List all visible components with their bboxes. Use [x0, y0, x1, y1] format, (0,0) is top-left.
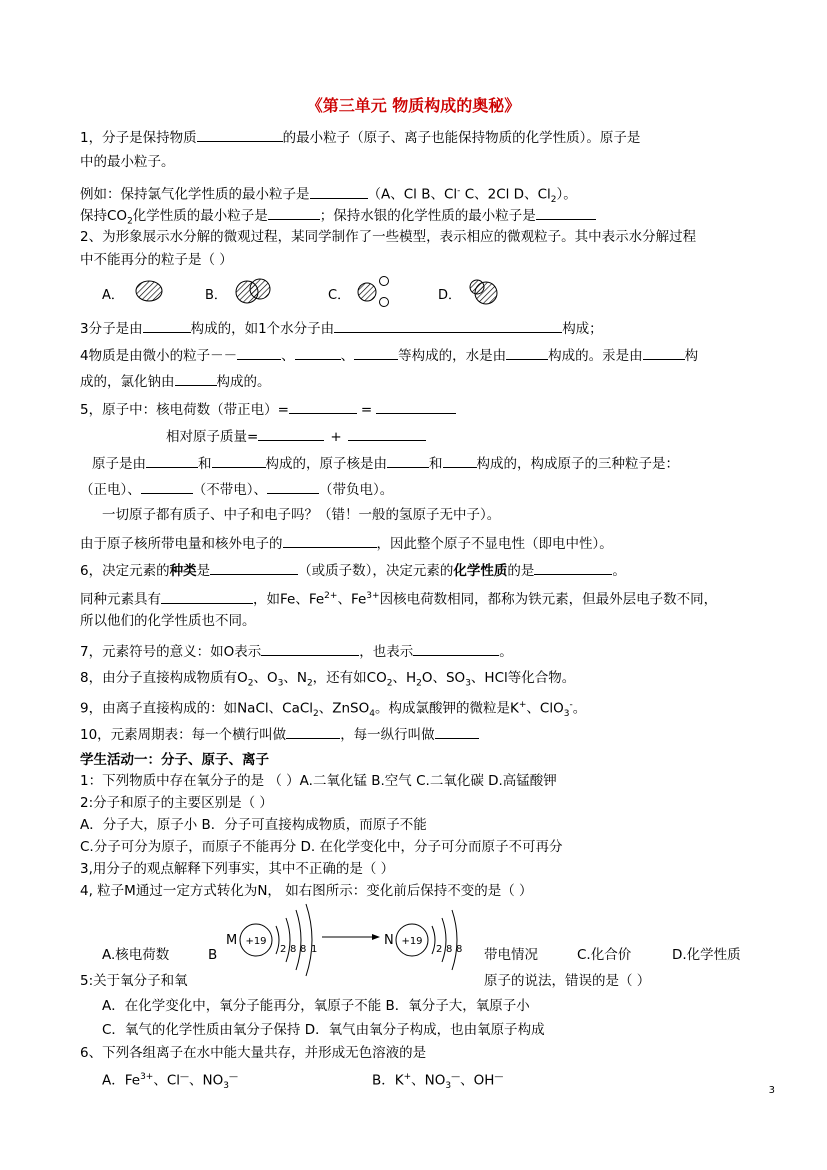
- q4-line2: 成的，氯化钠由 构成的。: [80, 371, 271, 391]
- activity-q2-options-ab: A．分子大，原子小 B．分子可直接构成物质，而原子不能: [80, 817, 427, 833]
- hatched-particle-b-icon: [234, 277, 274, 305]
- m-shell-4: 1: [311, 944, 318, 955]
- q2-option-c-label: C．: [328, 288, 351, 303]
- q1-co2: 保持$CO_2$化学性质的最小粒子是 ；保持水银的化学性质的最小粒子是: [80, 205, 596, 231]
- activity-q4: 4, 粒子M通过一定方式转化为N， 如右图所示：变化前后保持不变的是（ ）: [80, 883, 533, 899]
- activity-q2: 2:分子和原子的主要区别是（ ）: [80, 795, 273, 811]
- q7-line: 7，元素符号的意义：如O表示 ，也表示 。: [80, 641, 513, 661]
- n-shell-2: 8: [446, 944, 453, 955]
- activity-heading: 学生活动一：分子、原子、离子: [80, 752, 269, 768]
- m-shell-2: 8: [290, 944, 297, 955]
- hatched-particle-d-icon: [465, 276, 501, 306]
- q5-line3: 原子是由 和 构成的，原子核是由 和 构成的，构成原子的三种粒子是：: [92, 453, 679, 473]
- q6-line3: 所以他们的化学性质也不同。: [80, 613, 256, 629]
- page-title: 《第三单元 物质构成的奥秘》: [306, 96, 521, 115]
- q5-line6: 由于原子核所带电量和核外电子的 ，因此整个原子不显电性（即电中性）。: [80, 533, 613, 553]
- activity-q4-option-b-text: 带电情况: [484, 947, 538, 963]
- atom-transformation-diagram: [218, 900, 478, 980]
- q1-line1: 1，分子是保持物质 的最小粒子（原子、离子也能保持物质的化学性质）。原子是: [80, 127, 640, 147]
- activity-q6: 6、下列各组离子在水中能大量共存，并形成无色溶液的是: [80, 1045, 427, 1061]
- activity-q2-options-cd: C.分子可分为原子，而原子不能再分 D. 在化学变化中，分子可分而原子不可再分: [80, 839, 563, 855]
- activity-q4-option-d: D.化学性质: [672, 947, 741, 963]
- q10-line: 10，元素周期表：每一个横行叫做 ，每一纵行叫做: [80, 724, 479, 744]
- q6-line1: 6，决定元素的种类是 （或质子数），决定元素的化学性质的是 。: [80, 560, 626, 580]
- activity-q6-option-b: B．K+、$NO_3^—$、OH—: [372, 1072, 504, 1092]
- m-shell-3: 8: [300, 944, 307, 955]
- q1-line2: 中的最小粒子。: [80, 154, 175, 170]
- q2-option-b-label: B．: [205, 288, 227, 303]
- activity-q5: 5:关于氧分子和氧: [80, 973, 188, 989]
- q9-line: 9，由离子直接构成的：如NaCl、CaCl$_2$、ZnSO$_4$。构成氯酸钾的微粒是K+、ClO$_3$-。: [80, 700, 587, 720]
- activity-q5-options-cd: C．氧气的化学性质由氧分子保持 D．氧气由氧分子构成，也由氧原子构成: [102, 1022, 545, 1038]
- n-shell-3: 8: [456, 944, 463, 955]
- hatched-particle-c-icon: [355, 276, 395, 308]
- activity-q4-option-a: A.核电荷数: [102, 947, 170, 963]
- particle-m-label: M: [226, 933, 238, 948]
- m-shell-1: 2: [280, 944, 287, 955]
- q5-line4: （正电）、 （不带电）、 （带负电）。: [80, 479, 393, 499]
- nucleus-n-charge: +19: [401, 936, 423, 947]
- q5-line2: 相对原子质量= +: [166, 426, 426, 446]
- nucleus-m-charge: +19: [245, 936, 267, 947]
- q2-line2: 中不能再分的粒子是（ ）: [80, 252, 233, 268]
- q1-example: 例如：保持氯气化学性质的最小粒子是 （A、Cl B、Cl- C、2Cl D、$Cl_2$）。: [80, 182, 577, 209]
- q2-option-a-label: A．: [102, 288, 124, 303]
- activity-q1: 1：下列物质中存在氧分子的是 （ ）A.二氧化锰 B.空气 C.二氧化碳 D.高锰酸钾: [80, 773, 557, 789]
- n-shell-1: 2: [436, 944, 443, 955]
- activity-q4-option-c: C.化合价: [577, 947, 632, 963]
- q5-line1: 5，原子中：核电荷数（带正电）= =: [80, 399, 456, 419]
- hatched-particle-a-icon: [134, 279, 164, 303]
- activity-q5-options-ab: A．在化学变化中，氧分子能再分，氧原子不能 B．氧分子大，氧原子小: [102, 998, 530, 1014]
- activity-q5-cont: 原子的说法，错误的是（ ）: [484, 973, 651, 989]
- q8-line: 8，由分子直接构成物质有$O_2$、$O_3$、$N_2$，还有如$CO_2$、$H_2O$、$SO_3$、HCl等化合物。: [80, 670, 576, 689]
- activity-q4-option-b: B: [208, 947, 218, 963]
- page-number: 3: [768, 1085, 775, 1096]
- q4-line1: 4物质是由微小的粒子－－ 、 、 等构成的，水是由 构成的。汞是由 构: [80, 345, 698, 365]
- q6-line2: 同种元素具有 ，如Fe、$Fe^{2+}$、$Fe^{3+}$因核电荷数相同，都称为铁元素，但最外层电子数不同，: [80, 587, 717, 609]
- activity-q3: 3,用分子的观点解释下列事实，其中不正确的是（ ）: [80, 861, 395, 877]
- q2-option-d-label: D．: [438, 288, 462, 303]
- q3-line: 3分子是由 构成的，如1个水分子由 构成；: [80, 318, 603, 338]
- q5-line5: 一切原子都有质子、中子和电子吗？（错！一般的氢原子无中子）。: [102, 507, 501, 523]
- particle-n-label: N: [384, 933, 394, 948]
- activity-q6-option-a: A．$Fe^{3+}$、Cl—、$NO_3^—$: [102, 1072, 239, 1092]
- q2-line1: 2、为形象展示水分解的微观过程，某同学制作了一些模型，表示相应的微观粒子。其中表示水分解过程: [80, 229, 697, 245]
